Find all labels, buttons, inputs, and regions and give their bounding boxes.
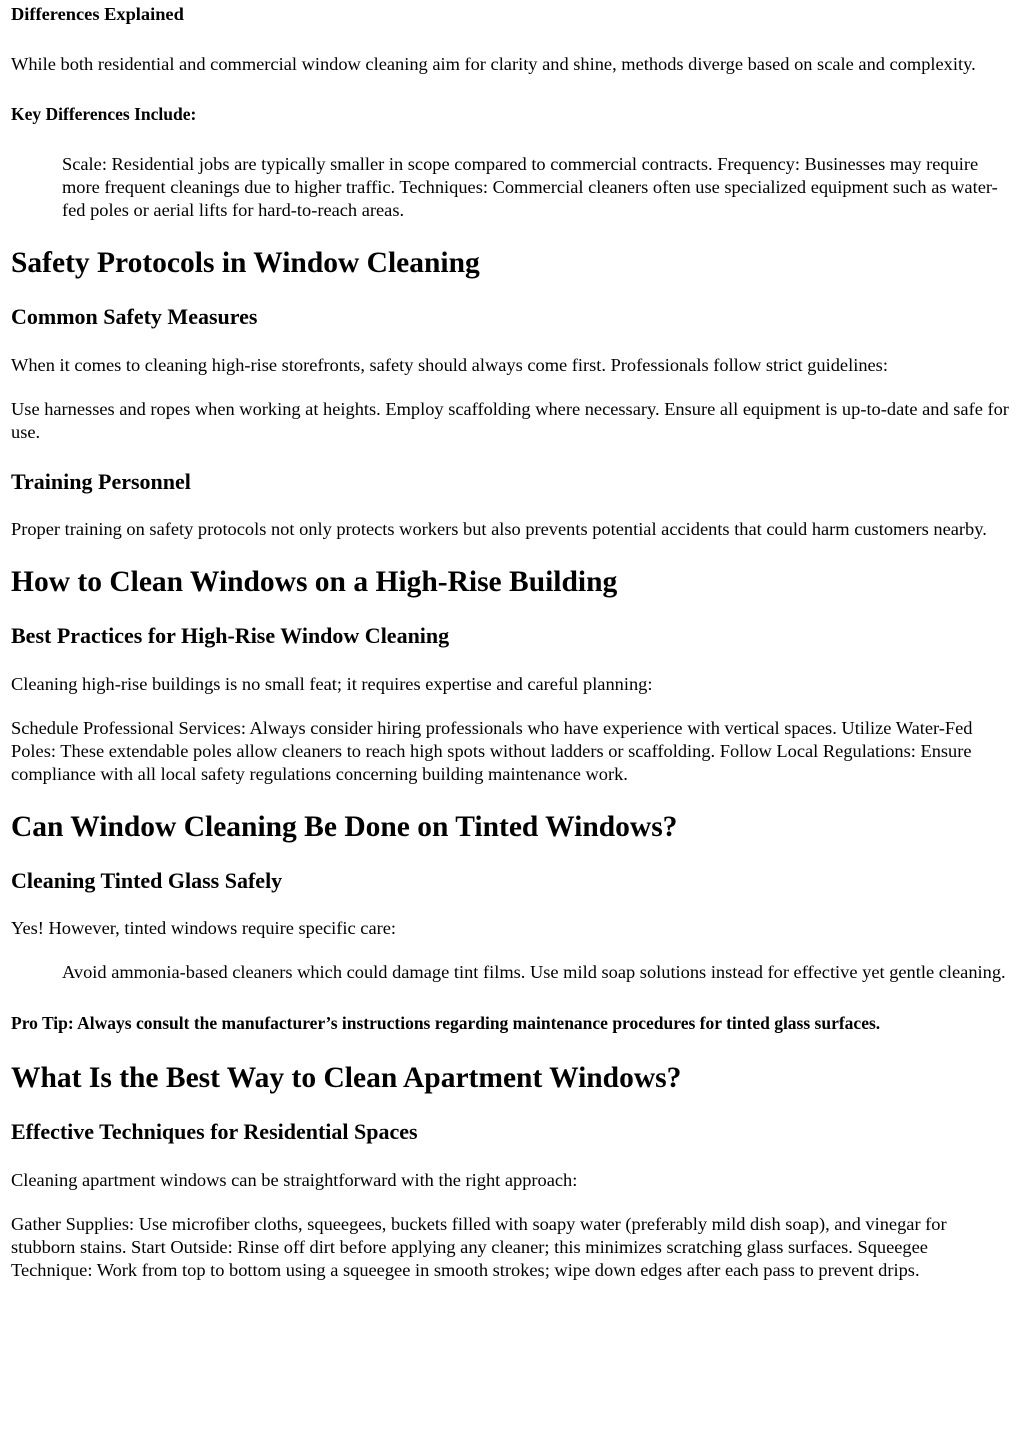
article-body — [0, 3, 1024, 1282]
paragraph-apartment-steps: Gather Supplies: Use microfiber cloths, squeegees, buckets filled with soapy water (preferably mild dish soap), and vinegar for stubborn stains. Start Outside: Rinse off dirt before applying any cleaner; this minimizes scratching glass surfaces. Squeegee Technique: Work from top to bottom using a squeegee in smooth strokes; wipe down edges after each pass to prevent drips. — [11, 1214, 947, 1280]
paragraph-safety-intro: When it comes to cleaning high-rise storefronts, safety should always come first. Professionals follow strict guidelines: — [11, 355, 888, 375]
paragraph-high-rise-intro: Cleaning high-rise buildings is no small feat; it requires expertise and careful planning: — [11, 674, 653, 694]
heading-key-differences: Key Differences Include: — [11, 104, 197, 124]
heading-common-safety-measures: Common Safety Measures — [11, 304, 258, 329]
paragraph-pro-tip: Pro Tip: Always consult the manufacturer’s instructions regarding maintenance procedures for tinted glass surfaces. — [11, 1013, 881, 1033]
heading-tinted-windows: Can Window Cleaning Be Done on Tinted Windows? — [11, 811, 678, 843]
paragraph-safety-measures: Use harnesses and ropes when working at heights. Employ scaffolding where necessary. Ensure all equipment is up-to-date and safe for use. — [11, 399, 1009, 442]
heading-high-rise: How to Clean Windows on a High-Rise Building — [11, 566, 618, 598]
paragraph-high-rise-steps: Schedule Professional Services: Always consider hiring professionals who have experience with vertical spaces. Utilize Water-Fed Poles: These extendable poles allow cleaners to reach high spots without ladders or scaffolding. Follow Local Regulations: Ensure compliance with all local safety regulations concerning building maintenance work. — [11, 718, 973, 784]
heading-differences-explained: Differences Explained — [11, 4, 184, 24]
paragraph-tinted-intro: Yes! However, tinted windows require specific care: — [11, 918, 397, 938]
blockquote-key-differences: Scale: Residential jobs are typically smaller in scope compared to commercial contracts. Frequency: Businesses may require more frequent cleanings due to higher traffic. Techniques: Commercial cleaners often use specialized equipment such as water-fed poles or aerial lifts for hard-to-reach areas. — [62, 154, 998, 220]
heading-effective-techniques: Effective Techniques for Residential Spaces — [11, 1119, 418, 1144]
heading-safety-protocols: Safety Protocols in Window Cleaning — [11, 247, 480, 279]
paragraph-apartment-intro: Cleaning apartment windows can be straightforward with the right approach: — [11, 1170, 578, 1190]
heading-training-personnel: Training Personnel — [11, 469, 191, 494]
heading-best-practices-high-rise: Best Practices for High-Rise Window Cleaning — [11, 623, 450, 648]
heading-cleaning-tinted-glass: Cleaning Tinted Glass Safely — [11, 868, 283, 893]
paragraph-differences-intro: While both residential and commercial window cleaning aim for clarity and shine, methods diverge based on scale and complexity. — [11, 54, 976, 74]
heading-apartment-windows: What Is the Best Way to Clean Apartment Windows? — [11, 1062, 682, 1094]
paragraph-training: Proper training on safety protocols not only protects workers but also prevents potential accidents that could harm customers nearby. — [11, 519, 987, 539]
blockquote-tinted-care: Avoid ammonia-based cleaners which could damage tint films. Use mild soap solutions instead for effective yet gentle cleaning. — [62, 962, 1006, 982]
